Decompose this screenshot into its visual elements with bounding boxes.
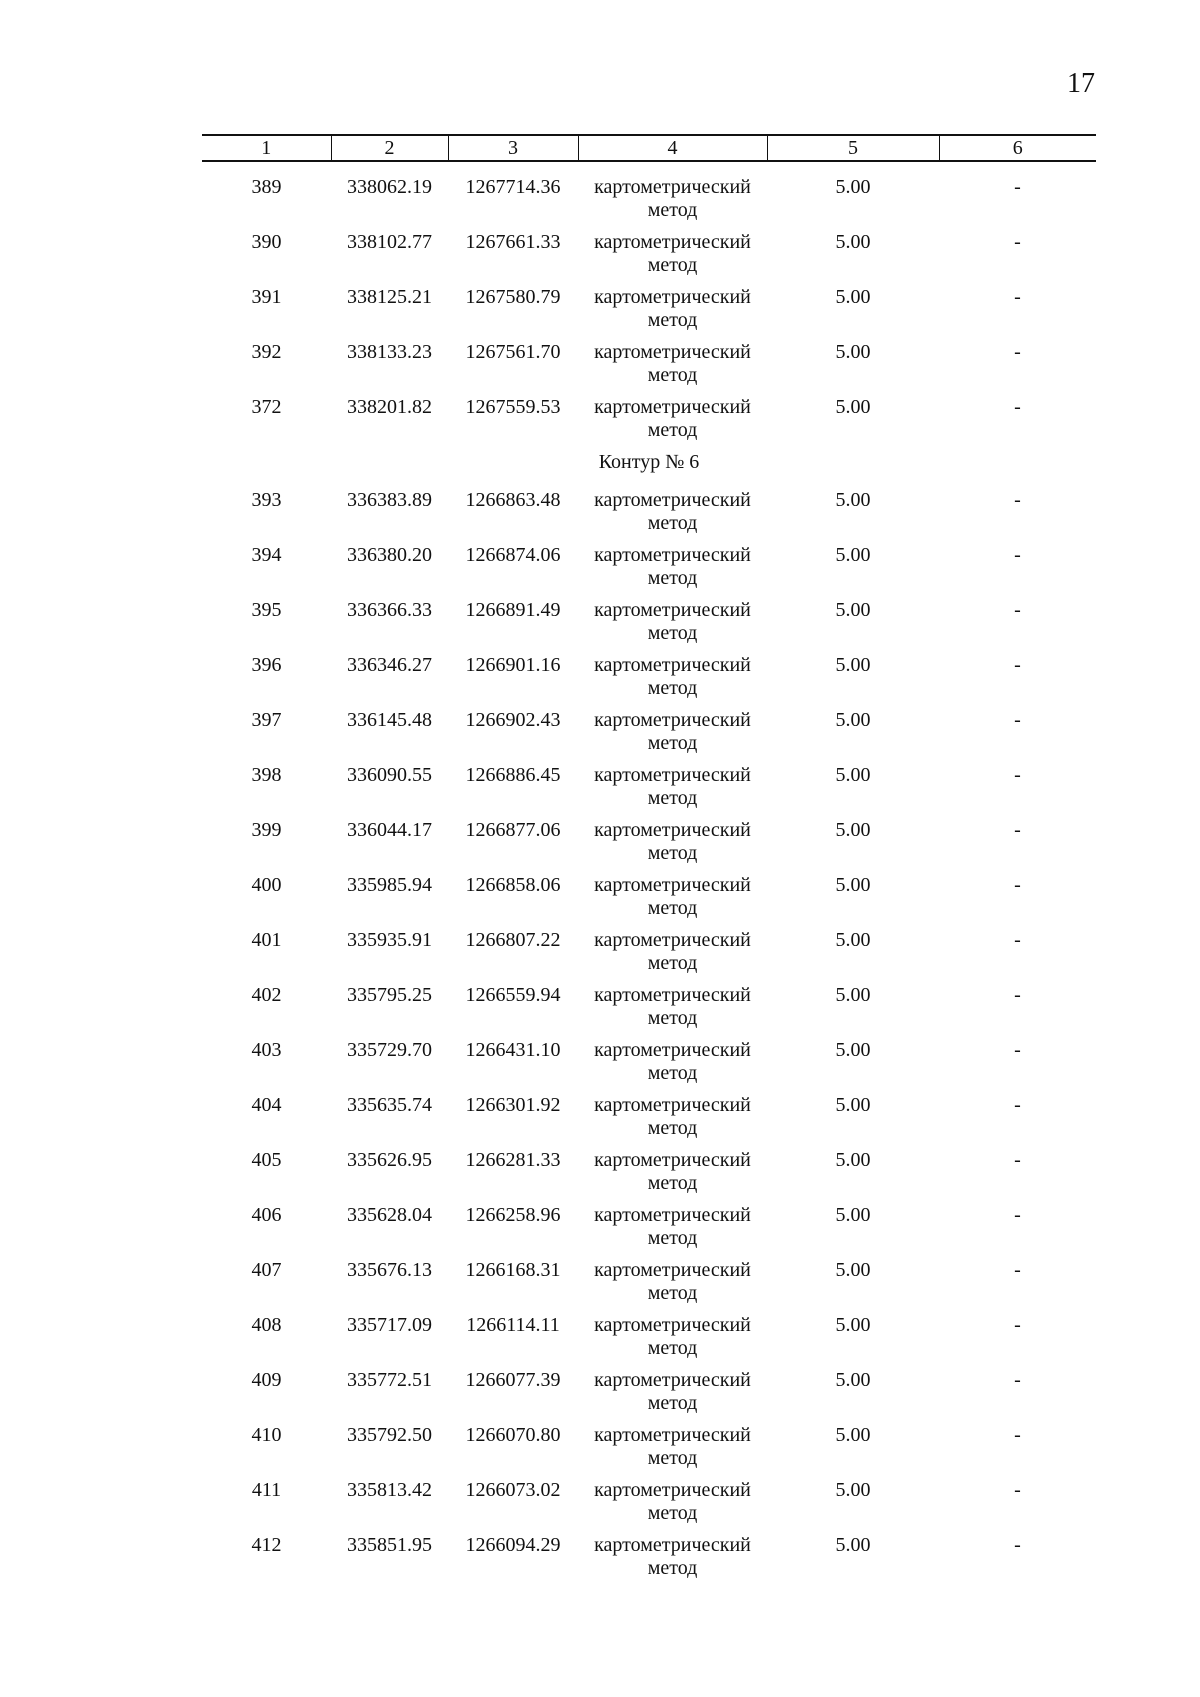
method-cell [578, 231, 767, 286]
description-cell: - [1014, 396, 1021, 418]
x-coordinate-cell: 336090.55 [347, 764, 432, 786]
accuracy-cell: 5.00 [835, 764, 871, 786]
header-row [202, 135, 1096, 161]
method-line-1: картометрический [594, 1204, 751, 1226]
method-line-1: картометрический [594, 764, 751, 786]
description-cell: - [1014, 1039, 1021, 1061]
method-line-2: метод [647, 1502, 698, 1524]
table-row [202, 819, 1096, 874]
method-line-2: метод [647, 1062, 698, 1084]
x-coordinate-cell: 338201.82 [347, 396, 432, 418]
accuracy-cell: 5.00 [835, 1534, 871, 1556]
description-cell: - [1014, 1369, 1021, 1391]
description-cell: - [1014, 1534, 1021, 1556]
description-cell: - [1014, 341, 1021, 363]
table-row [202, 176, 1096, 231]
method-line-1: картометрический [594, 1424, 751, 1446]
method-cell [578, 396, 767, 451]
x-coordinate-cell: 335772.51 [347, 1369, 432, 1391]
x-coordinate-cell: 336380.20 [347, 544, 432, 566]
method-line-2: метод [647, 1392, 698, 1414]
method-line-1: картометрический [594, 341, 751, 363]
point-number-cell: 397 [251, 709, 282, 731]
method-line-1: картометрический [594, 1314, 751, 1336]
x-coordinate-cell: 335851.95 [347, 1534, 432, 1556]
method-line-2: метод [647, 199, 698, 221]
x-coordinate-cell: 336145.48 [347, 709, 432, 731]
method-cell [578, 286, 767, 341]
y-coordinate-cell: 1266094.29 [465, 1534, 561, 1556]
method-line-1: картометрический [594, 544, 751, 566]
table-row [202, 341, 1096, 396]
y-coordinate-cell: 1267580.79 [465, 286, 561, 308]
method-line-2: метод [647, 254, 698, 276]
point-number-cell: 394 [251, 544, 282, 566]
point-number-cell: 389 [251, 176, 282, 198]
description-cell: - [1014, 286, 1021, 308]
point-number-cell: 395 [251, 599, 282, 621]
point-number-cell: 410 [251, 1424, 282, 1446]
x-coordinate-cell: 335717.09 [347, 1314, 432, 1336]
method-line-2: метод [647, 842, 698, 864]
accuracy-cell: 5.00 [835, 1149, 871, 1171]
method-line-1: картометрический [594, 1039, 751, 1061]
x-coordinate-cell: 335795.25 [347, 984, 432, 1006]
column-header-2: 2 [331, 135, 448, 161]
point-number-cell: 372 [251, 396, 282, 418]
table-header [202, 135, 1096, 161]
point-number-cell: 406 [251, 1204, 282, 1226]
description-cell: - [1014, 929, 1021, 951]
y-coordinate-cell: 1266431.10 [465, 1039, 561, 1061]
x-coordinate-cell: 338102.77 [347, 231, 432, 253]
y-coordinate-cell: 1267661.33 [465, 231, 561, 253]
table-row [202, 396, 1096, 451]
point-number-cell: 393 [251, 489, 282, 511]
table-row [202, 709, 1096, 764]
description-cell: - [1014, 819, 1021, 841]
point-number-cell: 412 [251, 1534, 282, 1556]
table-row [202, 1424, 1096, 1479]
x-coordinate-cell: 336383.89 [347, 489, 432, 511]
method-cell [578, 709, 767, 764]
point-number-cell: 405 [251, 1149, 282, 1171]
method-cell [578, 544, 767, 599]
method-line-2: метод [647, 677, 698, 699]
table-row [202, 1204, 1096, 1259]
description-cell: - [1014, 1259, 1021, 1281]
y-coordinate-cell: 1266886.45 [465, 764, 561, 786]
point-number-cell: 400 [251, 874, 282, 896]
table-row [202, 654, 1096, 709]
accuracy-cell: 5.00 [835, 709, 871, 731]
description-cell: - [1014, 489, 1021, 511]
method-line-2: метод [647, 1447, 698, 1469]
method-cell [578, 599, 767, 654]
section-heading: Контур № 6 [598, 451, 700, 473]
method-line-2: метод [647, 1117, 698, 1139]
accuracy-cell: 5.00 [835, 1369, 871, 1391]
point-number-cell: 392 [251, 341, 282, 363]
point-number-cell: 402 [251, 984, 282, 1006]
method-cell [578, 1534, 767, 1589]
y-coordinate-cell: 1266877.06 [465, 819, 561, 841]
accuracy-cell: 5.00 [835, 1314, 871, 1336]
table-row [202, 764, 1096, 819]
accuracy-cell: 5.00 [835, 1204, 871, 1226]
y-coordinate-cell: 1266902.43 [465, 709, 561, 731]
point-number-cell: 398 [251, 764, 282, 786]
method-cell [578, 984, 767, 1039]
y-coordinate-cell: 1266807.22 [465, 929, 561, 951]
description-cell: - [1014, 176, 1021, 198]
description-cell: - [1014, 1424, 1021, 1446]
method-cell [578, 1149, 767, 1204]
description-cell: - [1014, 1479, 1021, 1501]
y-coordinate-cell: 1266901.16 [465, 654, 561, 676]
method-line-2: метод [647, 567, 698, 589]
table-body [202, 161, 1096, 1589]
x-coordinate-cell: 336044.17 [347, 819, 432, 841]
y-coordinate-cell: 1266863.48 [465, 489, 561, 511]
table-row [202, 1039, 1096, 1094]
description-cell: - [1014, 1314, 1021, 1336]
table-row [202, 489, 1096, 544]
y-coordinate-cell: 1267559.53 [465, 396, 561, 418]
accuracy-cell: 5.00 [835, 654, 871, 676]
y-coordinate-cell: 1267561.70 [465, 341, 561, 363]
point-number-cell: 391 [251, 286, 282, 308]
point-number-cell: 390 [251, 231, 282, 253]
point-number-cell: 401 [251, 929, 282, 951]
accuracy-cell: 5.00 [835, 1259, 871, 1281]
table-row [202, 1314, 1096, 1369]
method-cell [578, 654, 767, 709]
point-number-cell: 408 [251, 1314, 282, 1336]
spacer-cell [202, 161, 1096, 176]
method-line-2: метод [647, 787, 698, 809]
method-line-1: картометрический [594, 231, 751, 253]
description-cell: - [1014, 1094, 1021, 1116]
table-row [202, 1094, 1096, 1149]
description-cell: - [1014, 874, 1021, 896]
accuracy-cell: 5.00 [835, 1479, 871, 1501]
method-line-1: картометрический [594, 1369, 751, 1391]
x-coordinate-cell: 335628.04 [347, 1204, 432, 1226]
column-header-1: 1 [202, 135, 331, 161]
x-coordinate-cell: 335985.94 [347, 874, 432, 896]
method-line-2: метод [647, 1227, 698, 1249]
x-coordinate-cell: 335729.70 [347, 1039, 432, 1061]
table-row [202, 231, 1096, 286]
table-row [202, 1369, 1096, 1424]
method-cell [578, 874, 767, 929]
y-coordinate-cell: 1266070.80 [465, 1424, 561, 1446]
description-cell: - [1014, 984, 1021, 1006]
column-header-6: 6 [939, 135, 1096, 161]
point-number-cell: 404 [251, 1094, 282, 1116]
accuracy-cell: 5.00 [835, 544, 871, 566]
x-coordinate-cell: 338133.23 [347, 341, 432, 363]
accuracy-cell: 5.00 [835, 341, 871, 363]
accuracy-cell: 5.00 [835, 176, 871, 198]
table-row [202, 874, 1096, 929]
point-number-cell: 409 [251, 1369, 282, 1391]
table-row [202, 286, 1096, 341]
method-line-1: картометрический [594, 1534, 751, 1556]
x-coordinate-cell: 335935.91 [347, 929, 432, 951]
y-coordinate-cell: 1266077.39 [465, 1369, 561, 1391]
page-number: 17 [1067, 68, 1095, 99]
spacer-row [202, 161, 1096, 176]
method-line-2: метод [647, 1007, 698, 1029]
method-line-2: метод [647, 419, 698, 441]
method-cell [578, 176, 767, 231]
method-line-2: метод [647, 622, 698, 644]
accuracy-cell: 5.00 [835, 874, 871, 896]
method-line-1: картометрический [594, 1259, 751, 1281]
y-coordinate-cell: 1266114.11 [466, 1314, 560, 1336]
table-row [202, 929, 1096, 984]
method-cell [578, 341, 767, 396]
table-row [202, 599, 1096, 654]
method-line-1: картометрический [594, 654, 751, 676]
coordinates-table [202, 134, 1096, 1589]
method-line-1: картометрический [594, 929, 751, 951]
description-cell: - [1014, 231, 1021, 253]
method-cell [578, 1424, 767, 1479]
description-cell: - [1014, 1204, 1021, 1226]
accuracy-cell: 5.00 [835, 489, 871, 511]
table-row [202, 1479, 1096, 1534]
x-coordinate-cell: 335792.50 [347, 1424, 432, 1446]
method-line-1: картометрический [594, 1094, 751, 1116]
point-number-cell: 411 [251, 1479, 282, 1501]
method-line-2: метод [647, 1557, 698, 1579]
y-coordinate-cell: 1266891.49 [465, 599, 561, 621]
method-line-2: метод [647, 512, 698, 534]
y-coordinate-cell: 1266168.31 [465, 1259, 561, 1281]
description-cell: - [1014, 1149, 1021, 1171]
y-coordinate-cell: 1266858.06 [465, 874, 561, 896]
y-coordinate-cell: 1266281.33 [465, 1149, 561, 1171]
method-line-2: метод [647, 897, 698, 919]
y-coordinate-cell: 1266301.92 [465, 1094, 561, 1116]
x-coordinate-cell: 338062.19 [347, 176, 432, 198]
accuracy-cell: 5.00 [835, 231, 871, 253]
method-line-2: метод [647, 1282, 698, 1304]
accuracy-cell: 5.00 [835, 1424, 871, 1446]
method-line-2: метод [647, 1172, 698, 1194]
method-cell [578, 929, 767, 984]
table-row [202, 984, 1096, 1039]
method-cell [578, 764, 767, 819]
method-cell [578, 1204, 767, 1259]
accuracy-cell: 5.00 [835, 929, 871, 951]
accuracy-cell: 5.00 [835, 1039, 871, 1061]
accuracy-cell: 5.00 [835, 286, 871, 308]
method-line-2: метод [647, 1337, 698, 1359]
method-line-1: картометрический [594, 1479, 751, 1501]
x-coordinate-cell: 336366.33 [347, 599, 432, 621]
point-number-cell: 403 [251, 1039, 282, 1061]
method-line-1: картометрический [594, 489, 751, 511]
method-line-2: метод [647, 309, 698, 331]
description-cell: - [1014, 654, 1021, 676]
description-cell: - [1014, 599, 1021, 621]
table-row [202, 544, 1096, 599]
method-line-1: картометрический [594, 984, 751, 1006]
method-line-1: картометрический [594, 176, 751, 198]
method-line-1: картометрический [594, 709, 751, 731]
y-coordinate-cell: 1266073.02 [465, 1479, 561, 1501]
method-cell [578, 1314, 767, 1369]
x-coordinate-cell: 335626.95 [347, 1149, 432, 1171]
column-header-5: 5 [767, 135, 939, 161]
method-cell [578, 1479, 767, 1534]
method-line-1: картометрический [594, 1149, 751, 1171]
y-coordinate-cell: 1266874.06 [465, 544, 561, 566]
column-header-4: 4 [578, 135, 767, 161]
method-line-2: метод [647, 732, 698, 754]
point-number-cell: 399 [251, 819, 282, 841]
method-line-2: метод [647, 952, 698, 974]
method-line-1: картометрический [594, 874, 751, 896]
table-row [202, 1534, 1096, 1589]
method-line-1: картометрический [594, 396, 751, 418]
x-coordinate-cell: 335635.74 [347, 1094, 432, 1116]
method-line-1: картометрический [594, 286, 751, 308]
method-line-1: картометрический [594, 819, 751, 841]
description-cell: - [1014, 544, 1021, 566]
method-cell [578, 819, 767, 874]
method-cell [578, 489, 767, 544]
accuracy-cell: 5.00 [835, 396, 871, 418]
table-row [202, 1259, 1096, 1314]
x-coordinate-cell: 335813.42 [347, 1479, 432, 1501]
x-coordinate-cell: 335676.13 [347, 1259, 432, 1281]
description-cell: - [1014, 709, 1021, 731]
method-cell [578, 1094, 767, 1149]
point-number-cell: 407 [251, 1259, 282, 1281]
y-coordinate-cell: 1267714.36 [465, 176, 561, 198]
x-coordinate-cell: 336346.27 [347, 654, 432, 676]
accuracy-cell: 5.00 [835, 599, 871, 621]
method-cell [578, 1369, 767, 1424]
table-row [202, 1149, 1096, 1204]
y-coordinate-cell: 1266258.96 [465, 1204, 561, 1226]
accuracy-cell: 5.00 [835, 1094, 871, 1116]
point-number-cell: 396 [251, 654, 282, 676]
accuracy-cell: 5.00 [835, 984, 871, 1006]
section-heading-row [202, 451, 1096, 489]
y-coordinate-cell: 1266559.94 [465, 984, 561, 1006]
method-line-1: картометрический [594, 599, 751, 621]
x-coordinate-cell: 338125.21 [347, 286, 432, 308]
method-cell [578, 1259, 767, 1314]
accuracy-cell: 5.00 [835, 819, 871, 841]
method-cell [578, 1039, 767, 1094]
description-cell: - [1014, 764, 1021, 786]
column-header-3: 3 [448, 135, 578, 161]
method-line-2: метод [647, 364, 698, 386]
